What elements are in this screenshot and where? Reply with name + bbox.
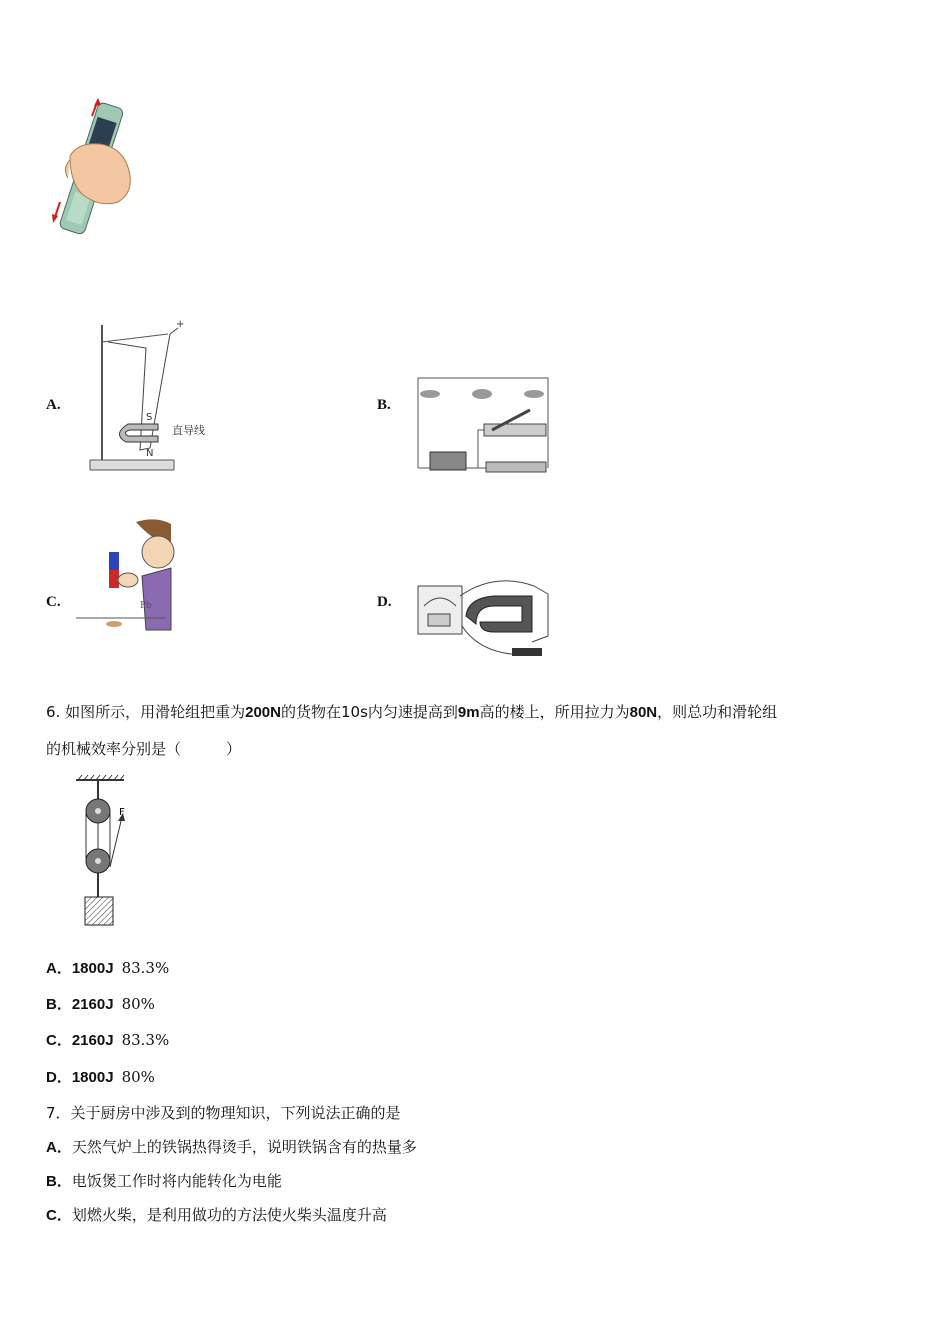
figure-b-circuit — [412, 372, 554, 478]
option-d-label: D. — [377, 594, 392, 610]
q7-answer-a[interactable] — [46, 1136, 417, 1157]
q6-answer-d[interactable] — [46, 1066, 155, 1087]
q7-answer-b[interactable] — [46, 1170, 282, 1191]
q7-answer-b-text: 电饭煲工作时将内能转化为电能 — [71, 1172, 282, 1190]
svg-text:Pb: Pb — [140, 601, 152, 611]
q6-weight: 200N — [245, 704, 281, 721]
q6-stem-line1 — [46, 694, 916, 731]
option-c-label: C. — [46, 594, 61, 610]
q6-stem-line2: 的机械效率分别是（ ） — [46, 740, 242, 758]
q6-text-3: 内匀速提高到 — [367, 703, 458, 721]
q7-answer-b-letter: B． — [46, 1173, 72, 1190]
svg-text:S: S — [146, 412, 153, 423]
svg-text:N: N — [146, 448, 154, 459]
q6-answer-d-work: 1800J — [71, 1069, 114, 1086]
q6-text-5: ，则总功和滑轮组 — [657, 703, 778, 721]
q6-time: 10s — [340, 703, 368, 721]
fig-a-label: 直导线 — [172, 424, 205, 437]
q6-text-1: 如图所示，用滑轮组把重为 — [65, 703, 246, 721]
q6-answer-a[interactable] — [46, 957, 169, 978]
q7-answer-a-letter: A． — [46, 1139, 72, 1156]
q6-answer-b[interactable] — [46, 993, 155, 1014]
q7-answer-a-text: 天然气炉上的铁锅热得烫手，说明铁锅含有的热量多 — [71, 1138, 417, 1156]
shake-tube-figure — [48, 98, 138, 243]
q6-text-2: 的货物在 — [280, 703, 341, 721]
q6-answer-b-work: 2160J — [71, 996, 114, 1013]
q7-answer-c-text: 划燃火柴，是利用做功的方法使火柴头温度升高 — [71, 1206, 387, 1224]
figure-c-person-magnet — [76, 518, 174, 633]
force-label: F — [119, 807, 125, 818]
q6-answer-c[interactable] — [46, 1029, 169, 1050]
q6-answer-d-letter: D． — [46, 1069, 72, 1086]
q7-stem: 7．关于厨房中涉及到的物理知识，下列说法正确的是 — [46, 1104, 401, 1122]
pulley-system-figure — [72, 775, 132, 927]
q6-number: 6. — [46, 703, 61, 721]
svg-text:+: + — [176, 319, 185, 330]
q6-answer-b-eff: 80% — [121, 995, 155, 1013]
q6-height: 9m — [457, 704, 480, 721]
q6-answer-d-eff: 80% — [121, 1068, 155, 1086]
q6-force: 80N — [629, 704, 658, 721]
figure-d-generator — [414, 576, 554, 664]
q6-text-4: 高的楼上，所用拉力为 — [479, 703, 630, 721]
option-b-label: B. — [377, 397, 391, 413]
option-a-label: A. — [46, 397, 61, 413]
q6-answer-c-work: 2160J — [71, 1032, 114, 1049]
q6-answer-a-eff: 83.3% — [121, 959, 170, 977]
q6-answer-a-work: 1800J — [71, 960, 114, 977]
q6-answer-a-letter: A． — [46, 960, 72, 977]
q7-answer-c-letter: C． — [46, 1207, 72, 1224]
q7-answer-c[interactable] — [46, 1204, 387, 1225]
figure-a-wire-magnet — [88, 320, 218, 475]
q6-answer-c-letter: C． — [46, 1032, 72, 1049]
q6-answer-c-eff: 83.3% — [121, 1031, 170, 1049]
q6-answer-b-letter: B． — [46, 996, 72, 1013]
